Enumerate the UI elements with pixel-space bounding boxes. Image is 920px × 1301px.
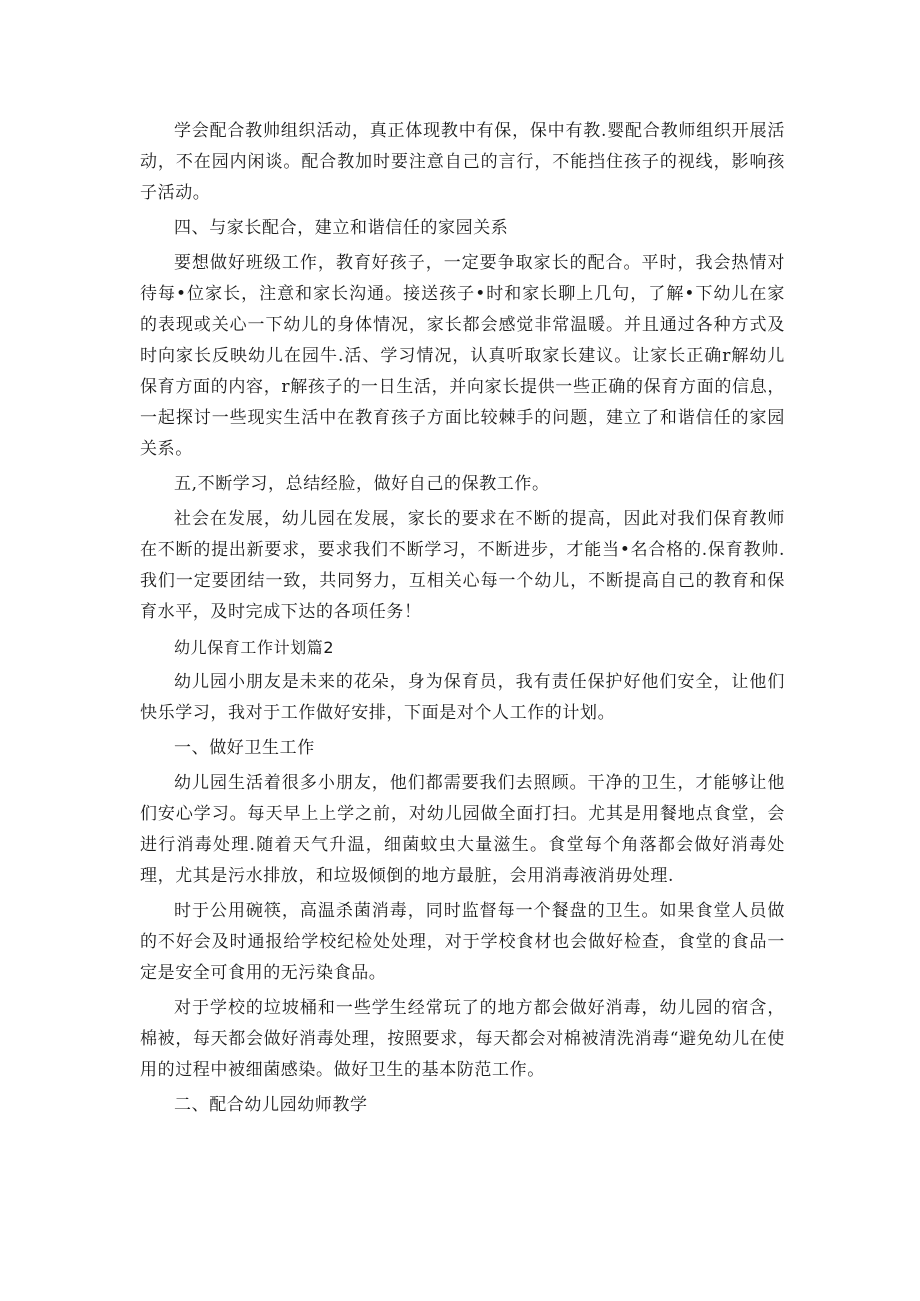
paragraph: 对于学校的垃坡桶和一些学生经常玩了的地方都会做好消毒，幼儿园的宿含，棉被，每天都会做好消毒处理，按照要求，每天都会对棉被清洗消毒“避免幼儿在使用的过程中被细菌感染。做好卫生的基本防范工作。 (140, 998, 785, 1080)
paragraph: 学会配合教帅组织活动，真正体现教中有保，保中有教.婴配合教师组织开展活动，不在园内闲谈。配合教加时要注意自己的言行，不能挡住孩子的视线，影响孩子活动。 (140, 121, 785, 203)
article-title: 幼儿保育工作计划篇2 (174, 638, 335, 657)
section-heading: 二、配合幼儿园幼师教学 (174, 1095, 368, 1115)
section-heading: 四、与家长配合，建立和谐信任的家园关系 (174, 218, 509, 238)
paragraph: 幼儿园小朋友是未来的花朵，身为保育员，我有责任保护好他们安全，让他们快乐学习，我对于工作做好安排，下面是对个人工作的计划。 (140, 672, 785, 723)
section-heading: 一、做好卫生工作 (174, 738, 315, 758)
document-body (140, 116, 785, 1121)
paragraph: 社会在发展，幼儿园在发展，家长的要求在不断的提高，因此对我们保育教师在不断的提出新要求，要求我们不断学习，不断进步，才能当•名合格的.保育教帅.我们一定要团结一致，共同努力，互相关心每一个幼儿，不断提高自己的教育和保育水平，及时完成下达的各项任务！ (140, 509, 785, 622)
paragraph: 时于公用碗筷，高温杀菌消毒，同时监督每一个餐盘的卫生。如果食堂人员做的不好会及时通报给学校纪检处处理，对于学校食材也会做好检查，食堂的食品一定是安全可食用的无污染食品。 (140, 901, 785, 983)
paragraph: 要想做好班级工作，教育好孩子，一定要争取家长的配合。平时，我会热情对待每•位家长，注意和家长沟通。接送孩子•时和家长聊上几句，了解•下幼儿在家的表现或关心一下幼儿的身体情况，家长都会感觉非常温暖。并且通过各种方式及时向家长反映幼儿在园牛.活、学习情况，认真听取家长建议。让家长正确r解幼儿保育方面的内容，r解孩子的一日生活，并向家长提供一些正确的保育方面的信息，一起探讨一些现实生活中在教育孩子方面比较棘手的问题，建立了和谐信任的家园关系。 (140, 253, 785, 459)
section-heading: 五,不断学习，总结经脸，做好自己的保教工作。 (174, 474, 550, 494)
paragraph: 幼儿园生活着很多小朋友，他们都需要我们去照顾。干净的卫生，才能够让他们安心学习。每天早上上学之前，对幼儿园做全面打扫。尤其是用餐地点食堂，会进行消毒处理.随着天气升温，细菌蚊虫大量滋生。食堂每个角落都会做好消毒处理，尤其是污水排放，和垃圾倾倒的地方最脏，会用消毒液消毋处理. (140, 773, 785, 886)
